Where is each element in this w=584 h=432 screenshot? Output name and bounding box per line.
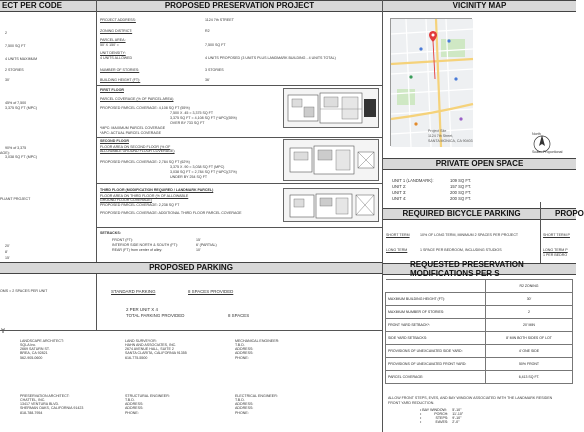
contact-surveyor-line-1: HAHN AND ASSOCIATES, INC. [125,343,177,348]
bullet-icon: • [420,416,423,421]
code-second-pct: 90% of 3,375 [5,146,27,150]
parking-title: PROPOSED PARKING [149,263,233,273]
code-column-header [0,0,96,12]
first-floor-line-1: PROPOSED PARCEL COVERAGE: 4,108 SQ FT (55%) [100,106,190,110]
third-floor-line-1: PROPOSED PARCEL COVERAGE: 2,238 SQ FT [100,203,180,207]
bicycle-long-label: LONG TERM [386,248,408,252]
open-space-unit-4-label: UNIT 4: [392,196,407,201]
third-floor-plan [283,188,379,222]
contact-preservation-line-2: 13417 VENTURA BLVD. [20,402,60,407]
stories-label: NUMBER OF STORIES: [100,68,140,72]
unit-density-allowed: 4 UNITS ALLOWED [100,56,133,60]
code-second-sqft: 3,038 SQ FT (MPC) [5,155,37,159]
bullet-icon: • [420,420,423,425]
table-row [386,319,573,332]
setback-front-value: 15' [196,238,201,242]
code-stories-value: 2 STORIES [5,68,24,72]
vicinity-title: VICINITY MAP [452,1,507,11]
parking-calc: 2 PER UNIT X 4 [126,307,158,312]
first-floor-mpc-note: *MPC: MAXIMUM PARCEL COVERAGE [100,126,166,130]
table-row [386,280,573,293]
code-column-title: ECT PER CODE [2,1,63,11]
parcel-area-value: 7,500 SQ FT [205,43,226,47]
vicinity-header [383,0,576,12]
contact-electrical-role: ELECTRICAL ENGINEER: [235,394,278,398]
contact-surveyor-line-2: 2674 AVENUE HALL, SUITE 2 [125,347,174,352]
mod-side-setback-label: SIDE YARD SETBACKS: [386,332,486,345]
code-zoning-value: 2 [5,31,7,35]
code-bottom-label: Y [1,329,6,335]
bicycle-proposed-header [541,208,584,220]
stories-value: 3 STORIES [205,68,224,72]
second-floor-line-1: PROPOSED PARCEL COVERAGE: 2,784 SQ FT (62%) [100,160,190,164]
table-cell [386,280,486,293]
mod-front-yard-value: 50% FRONT [486,358,573,371]
mod-front-yard-label: PROVISIONS OF UNEXCAVATED FRONT YARD: [386,358,486,371]
modifications-header [383,259,576,278]
contact-structural-line-1: T.B.D. [125,398,135,403]
bullet-porch-label: PORCH: [434,412,449,417]
open-space-unit-3-label: UNIT 3: [392,190,407,195]
contact-landscape-line-1: SQLA Inc. [20,343,37,348]
site-address-1: 1124 7th Street, [428,134,454,138]
bicycle-proposed-title: PROPO [555,209,584,219]
contact-surveyor [125,339,187,360]
third-floor-title: THIRD FLOOR (MODIFICATION REQUIRED / LANDMARK PARCEL) [100,188,214,192]
code-setback-front: 20' [5,244,10,248]
contact-mechanical-line-4: PHONE: [235,355,249,360]
mod-coverage-value: 6,413 SQ FT. [486,371,573,384]
unit-density-value: 4 UNITS PROPOSED (3 UNITS PLUS LANDMARK BUILDING - 4 UNITS TOTAL) [205,56,336,60]
bicycle-proposed-short-label: SHORT TERM P [543,233,570,237]
contact-preservation-role: PRESERVATION ARCHITECT: [20,394,70,398]
second-floor-line-2: 3,375 X .90 = 3,038 SQ FT (MPC) [170,165,225,169]
code-setback-rear: 15' [5,256,10,260]
site-address-2: SANTA MONICA, CA 90403 [428,139,473,143]
first-floor-subtitle: PARCEL COVERAGE (% OF PARCEL AREA) [100,97,174,101]
second-floor-divider [97,183,382,184]
first-floor-apc-note: *APC: ACTUAL PARCEL COVERAGE [100,131,161,135]
third-floor-subtitle: FLOOR AREA ON THIRD FLOOR (% OF ALLOWABLE GROUND FLOOR COVERAGE) [100,194,189,203]
second-floor-title: SECOND FLOOR [100,139,129,143]
parking-divider [0,330,382,331]
contact-mechanical-line-1: T.B.D. [235,343,245,348]
table-row [386,358,573,371]
third-floor-line-2: PROPOSED PARCEL COVERAGE: ADDITIONAL THIRD FLOOR PARCEL COVERAGE [100,211,242,215]
first-floor-line-2: 7,500 X .45 = 3,375 SQ FT [170,111,214,115]
contact-mechanical-line-3: ADDRESS: [235,351,254,356]
table-row [386,306,573,319]
first-floor-plan [283,88,379,128]
setback-side-value: 6' (PARTIAL) [196,243,217,247]
open-space-header [383,158,576,170]
setback-rear-label: REAR (FT) from center of alley: [112,248,163,252]
contact-landscape-line-2: 2669 SATURN ST. [20,347,50,352]
unit-density-label: UNIT DENSITY: [100,51,126,55]
code-parcel-area-value: 7,500 SQ FT [5,44,26,48]
table-row [386,371,573,384]
open-space-unit-1-label: UNIT 1 (LANDMARK): [392,178,434,183]
contact-mechanical-line-2: ADDRESS: [235,347,254,352]
contact-electrical-line-4: PHONE: [235,410,249,415]
contact-electrical-line-2: ADDRESS: [235,402,254,407]
contact-electrical-line-3: ADDRESS: [235,406,254,411]
open-space-unit-3-value: 200 SQ FT. [450,190,472,195]
vicinity-map[interactable] [390,18,472,146]
mod-height-value: 30' [486,293,573,306]
modifications-title: REQUESTED PRESERVATION MODIFICATIONS PER S [410,259,524,278]
mod-coverage-label: PARCEL COVERAGE: [386,371,486,384]
total-parking-value: 8 SPACES [228,313,250,318]
first-floor-divider [97,137,382,138]
second-floor-line-4: UNDER BY 254 SQ FT [170,175,208,179]
second-floor-plan [283,139,379,181]
parcel-area-calc: 50' X 150' = [100,43,119,47]
table-row [386,332,573,345]
table-row [386,293,573,306]
mod-stories-label: MAXIMUM NUMBER OF STORIES: [386,306,486,319]
building-height-value: 36' [205,78,210,82]
contact-landscape [20,339,64,360]
site-label: Project Site [428,129,447,133]
code-third-label: PLIANT PROJECT [0,197,31,201]
contact-preservation-line-1: CHATTEL, INC. [20,398,46,403]
contact-structural-line-2: ADDRESS: [125,402,144,407]
modifications-table [385,279,573,384]
mod-stories-value: 2 [486,306,573,319]
parking-header [0,262,382,274]
bicycle-proposed-long-text: 1 PER BEDRO [543,253,568,257]
contact-surveyor-role: LAND SURVEYOR: [125,339,157,343]
first-floor-line-4: OVER BY 733 SQ FT [170,121,205,125]
first-floor-title: FIRST FLOOR [100,88,124,92]
project-title: PROPOSED PRESERVATION PROJECT [164,1,315,11]
contact-landscape-line-4: 562-905-0600 [20,355,43,360]
bullet-icon: • [420,408,423,412]
third-floor-divider [97,227,382,228]
bicycle-proposed-long-label: LONG TERM P [543,248,568,252]
open-space-unit-2-label: UNIT 2: [392,184,407,189]
standard-parking-label: STANDARD PARKING [111,289,156,294]
contact-structural [125,394,170,415]
total-parking-label: TOTAL PARKING PROVIDED [126,313,185,318]
bicycle-long-text: 1 SPACE PER BEDROOM, INCLUDING STUDIOS [420,248,502,252]
modifications-note-2: FRONT YARD REDUCTION. [388,401,435,405]
zoning-district-value: R2 [205,29,210,33]
contact-landscape-line-3: BREA, CA 92821 [20,351,48,356]
contact-preservation-line-3: SHERMAN OAKS, CALIFORNIA 91423 [20,406,84,411]
code-parking-note: OMS = 2 SPACES PER UNIT [0,289,48,293]
contact-preservation-line-4: 818-788-7954 [20,410,43,415]
bicycle-short-text: 10% OF LONG TERM, MINIMUM 2 SPACES PER PROJECT [420,233,519,237]
project-header [97,0,382,12]
code-second-label: AGE): [0,151,10,155]
divider-left [96,0,97,330]
contact-mechanical-role: MECHANICAL ENGINEER: [235,339,280,343]
bullet-steps-value: 9'-10" [452,416,462,421]
contact-electrical-line-1: T.B.D. [235,398,245,403]
mod-height-label: MAXIMUM BUILDING HEIGHT (FT): [386,293,486,306]
open-space-unit-1-value: 109 SQ FT. [450,178,472,183]
contact-landscape-role: LANDSCAPE ARCHITECT: [20,339,64,343]
code-units-value: 4 UNITS MAXIMUM [5,57,38,61]
setback-front-label: FRONT (FT): [112,238,134,242]
parcel-area-label: PARCEL AREA: [100,38,126,42]
contact-structural-line-3: ADDRESS: [125,406,144,411]
zoning-header-cell: R2 ZONING [486,280,573,293]
zoning-district-label: ZONING DISTRICT: [100,29,133,33]
second-floor-line-3: 3,038 SQ FT = 2,784 SQ FT (*APC)(37%) [170,170,237,174]
code-coverage-sqft: 3,375 SQ FT (MPC) [5,106,37,110]
building-height-label: BUILDING HEIGHT (FT): [100,78,141,82]
mod-side-yard-value: 4' ONE SIDE [486,345,573,358]
contact-preservation [20,394,83,415]
contact-mechanical [235,339,279,360]
bullet-eaves [420,420,463,424]
bullet-porch-value: 11'-10" [452,412,464,417]
open-space-unit-2-value: 157 SQ FT. [450,184,472,189]
bullet-eaves-value: 2'-0" [452,420,460,425]
modifications-note: ALLOW FRONT STEPS, EVES, AND BAY WINDOW ASSOCIATED WITH THE LANDMARK RESIDEN [388,396,553,400]
open-space-title: PRIVATE OPEN SPACE [435,159,524,169]
contact-electrical [235,394,278,415]
project-address-value: 1124 7th STREET [205,18,234,22]
code-setback-side: 8' [5,250,8,254]
bullet-bay-window-value: 5'-10" [452,408,462,412]
project-site-pin-icon [429,31,437,44]
bicycle-short-label: SHORT TERM [386,233,410,237]
setbacks-title: SETBACKS: [100,231,121,235]
first-floor-line-3: 3,375 SQ FT = 4,108 SQ FT (*APC)(55%) [170,116,237,120]
setback-rear-value: 10' [196,248,201,252]
contact-surveyor-line-4: 616-775-5500 [125,355,148,360]
open-space-unit-4-value: 200 SQ FT. [450,196,472,201]
setback-side-label: INTERIOR SIDE NORTH & SOUTH (FT): [112,243,179,247]
contact-surveyor-line-3: SANTA CLARITA, CALIFORNIA 91355 [125,351,187,356]
bullet-steps-label: STEPS: [435,416,449,421]
mod-side-setback-value: 8' MIN BOTH SIDES OF LOT [486,332,573,345]
bicycle-header [383,208,540,220]
table-row [386,345,573,358]
scale-label: Scale: Proportional [532,150,563,154]
mod-front-setback-value: 20' MIN [486,319,573,332]
code-coverage-pct: 45% of 7,500 [5,101,27,105]
code-height-value: 30' [5,78,10,82]
north-label: North [532,132,541,136]
bullet-bay-window-label: BAY WINDOW: [422,408,447,412]
project-fields-divider [97,85,382,86]
bullet-eaves-label: EAVES: [435,420,449,425]
mod-front-setback-label: FRONT YARD SETBACK*: [386,319,486,332]
second-floor-subtitle: FLOOR AREA ON SECOND FLOOR (% OF ALLOWABLE GROUND FLOOR COVERAGE) [100,145,175,154]
standard-parking-value: 8 SPACES PROVIDED [188,289,234,294]
mod-side-yard-label: PROVISIONS OF UNEXCAVATED SIDE YARD: [386,345,486,358]
contact-structural-line-4: PHONE: [125,410,139,415]
bicycle-title: REQUIRED BICYCLE PARKING [402,209,521,219]
modifications-bullets [420,408,463,425]
contact-structural-role: STRUCTURAL ENGINEER: [125,394,170,398]
bullet-icon: • [420,412,423,417]
project-address-label: PROJECT ADDRESS: [100,18,136,22]
